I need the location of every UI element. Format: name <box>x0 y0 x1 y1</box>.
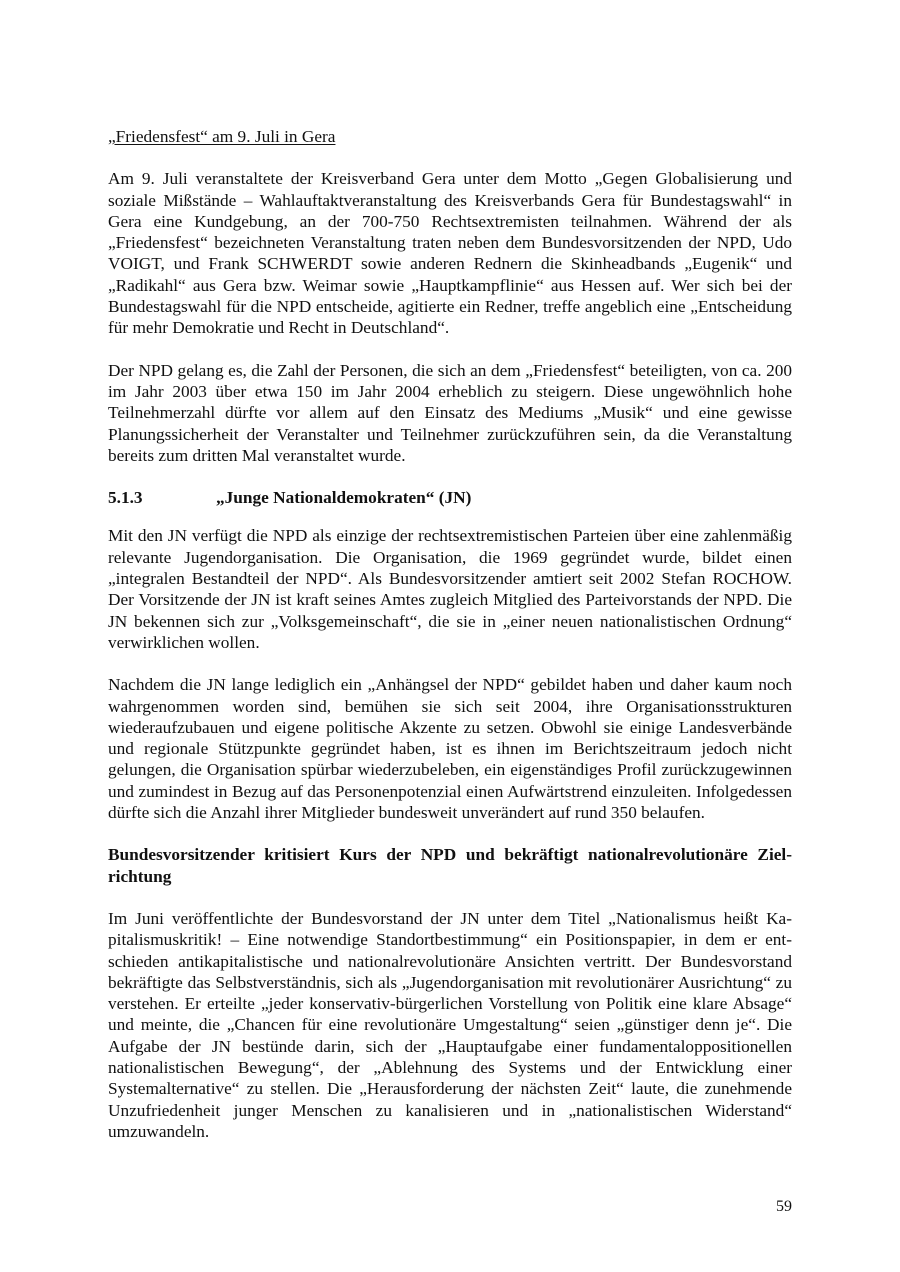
document-page <box>108 126 792 1163</box>
section-title: „Junge Nationaldemokraten“ (JN) <box>216 488 472 508</box>
paragraph-teilnehmerzahl: Der NPD gelang es, die Zahl der Personen, die sich an dem „Friedensfest“ beteiligten, von ca. 200 im Jahr 2003 über etwa 150 im Jahr 2004 erheblich zu steigern. Diese ungewöhnlich hohe Teilnehmerzahl dürfte vor allem auf den Einsatz des Mediums „Musik“ und eine gewisse Planungssicherheit der Veranstalter und Teilnehmer zurückzuführen sein, da die Veranstaltung bereits zum dritten Mal veranstaltet wurde. <box>108 360 792 465</box>
bold-heading-bundesvorsitzender: Bundesvorsitzender kritisiert Kurs der NPD und bekräftigt nationalrevolutionäre Zielrichtung <box>108 845 792 886</box>
section-number: 5.1.3 <box>108 488 143 508</box>
paragraph-positionspapier: Im Juni veröffentlichte der Bundesvorstand der JN unter dem Titel „Nationalismus heißt Kapitalismuskritik! – Eine notwendige Standortbestimmung“ ein Positionspapier, in dem er entschieden antikapitalistische und nationalrevolutionäre Ansichten vertritt. Der Bundesvorstand bekräftigte das Selbstverständnis, sich als „Jugendorganisation mit revolutionärer Ausrichtung“ zu verstehen. Er erteilte „jeder konservativ-bürgerlichen Vorstellung von Politik eine klare Absage“ und meinte, die „Chancen für eine revolutionäre Umgestaltung“ seien „günstiger denn je“. Die Aufgabe der JN bestünde darin, sich der „Hauptaufgabe einer fundamentaloppositionellen nationalistischen Bewegung“, der „Ablehnung des Systems und der Entwicklung einer Systemalternative“ zu stellen. Die „Herausforderung der nächsten Zeit“ laute, die zunehmende Unzufriedenheit junger Menschen zu kanalisieren und in „nationalistischen Widerstand“ umzuwandeln. <box>108 908 792 1141</box>
paragraph-kundgebung-gera: Am 9. Juli veranstaltete der Kreisverband Gera unter dem Motto „Gegen Globalisierung und soziale Mißstände – Wahlauftaktveranstaltung des Kreisverbands Gera für Bundestagswahl“ in Gera eine Kundgebung, an der 700-750 Rechtsextremisten teilnahmen. Während der als „Friedensfest“ bezeichneten Veranstaltung traten neben dem Bundesvorsitzenden der NPD, Udo VOIGT, und Frank SCHWERDT sowie anderen Rednern die Skinheadbands „Eugenik“ und „Radikahl“ aus Gera bzw. Weimar sowie „Hauptkampflinie“ aus Hessen auf. Wer sich bei der Bundestagswahl für die NPD entscheide, agitierte ein Redner, treffe angeblich eine „Entscheidung für mehr Demokratie und Recht in Deutschland“. <box>108 169 792 338</box>
section-heading-jn <box>108 487 792 508</box>
paragraph-jugendorganisation: Mit den JN verfügt die NPD als einzige der rechtsextremistischen Parteien über eine zahlenmäßig relevante Jugendorganisation. Die Organisation, die 1969 gegründet wurde, bildet einen „integralen Bestandteil der NPD“. Als Bundesvorsitzender amtiert seit 2002 Stefan ROCHOW. Der Vorsitzende der JN ist kraft seines Amtes zugleich Mitglied des Parteivorstands der NPD. Die JN bekennen sich zur „Volksgemeinschaft“, die sie in „einer neuen nationalistischen Ordnung“ verwirklichen wollen. <box>108 526 792 652</box>
page-number: 59 <box>776 1198 792 1215</box>
paragraph-organisationsstrukturen: Nachdem die JN lange lediglich ein „Anhängsel der NPD“ gebildet haben und daher kaum noch wahrgenommen worden sind, bemühen sie sich seit 2004, ihre Organisationsstrukturen wiederaufzubauen und eigene politische Akzente zu setzen. Obwohl sie einige Landesverbände und regionale Stützpunkte gegründet haben, ist es ihnen im Berichtszeitraum jedoch nicht gelungen, die Organisation spürbar wiederzubeleben, ein eigenständiges Profil zurückzugewinnen und zumindest in Bezug auf das Personenpotenzial einen Aufwärtstrend einzuleiten. Infolgedessen dürfte sich die Anzahl ihrer Mitglieder bundesweit unverändert auf rund 350 belaufen. <box>108 675 792 823</box>
subheading-friedensfest: „Friedensfest“ am 9. Juli in Gera <box>108 127 336 146</box>
